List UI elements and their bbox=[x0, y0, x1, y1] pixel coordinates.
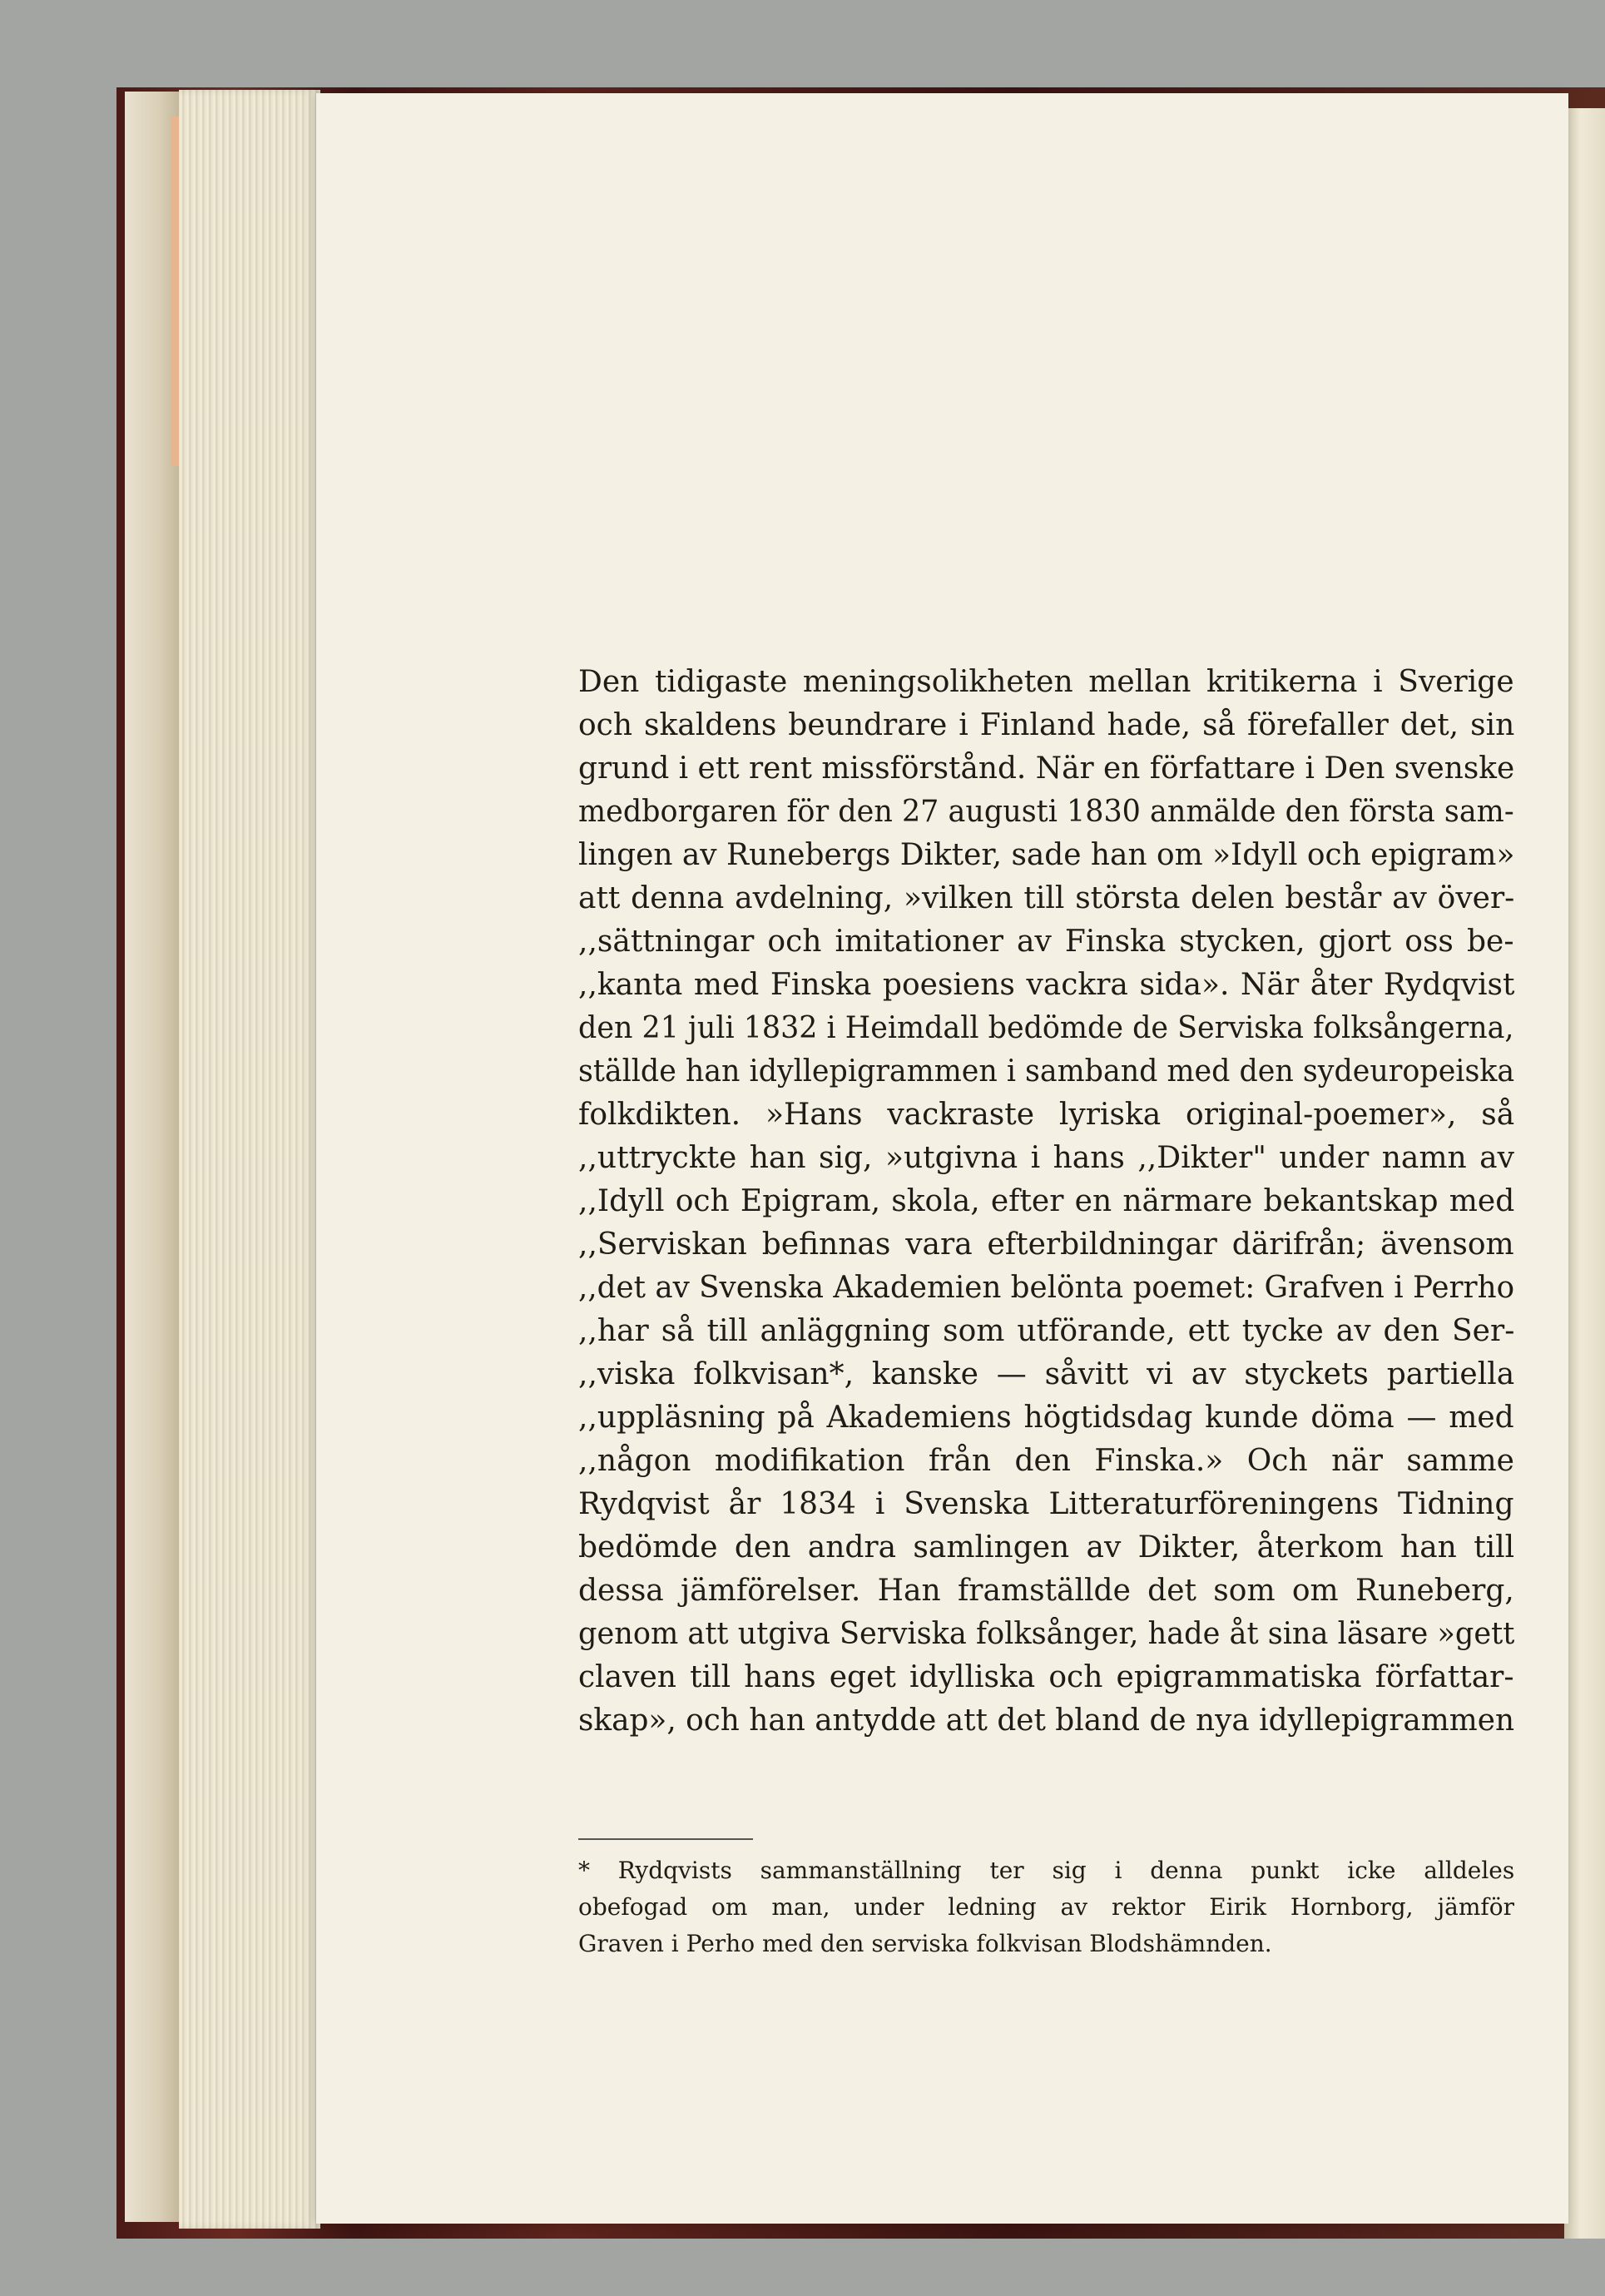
body-text bbox=[578, 661, 1605, 1743]
text-line: bedömde den andra samlingen av Dikter, återkom han till bbox=[578, 1530, 1515, 1565]
text-line: dessa jämförelser. Han framställde det som om Runeberg, bbox=[578, 1574, 1514, 1608]
footnote-line: * Rydqvists sammanställning ter sig i denna punkt icke alldeles bbox=[578, 1857, 1515, 1884]
text-line: Den tidigaste meningsolikheten mellan kritikerna i Sverige bbox=[578, 665, 1514, 699]
book-page bbox=[316, 93, 1568, 2224]
text-line: ,,Serviskan befinnas vara efterbildningar därifrån; ävensom bbox=[578, 1227, 1514, 1262]
text-line: ,,Idyll och Epigram, skola, efter en närmare bekantskap med bbox=[578, 1184, 1515, 1218]
text-line: den 21 juli 1832 i Heimdall bedömde de Serviska folksångerna, bbox=[578, 1011, 1514, 1045]
text-line: ,,uttryckte han sig, »utgivna i hans ,,Dikter" under namn av bbox=[578, 1141, 1514, 1175]
footnote-line: Graven i Perho med den serviska folkvisan Blodshämnden. bbox=[578, 1930, 1272, 1957]
text-line: ställde han idyllepigrammen i samband med den sydeuropeiska bbox=[578, 1054, 1515, 1088]
text-line: ,,sättningar och imitationer av Finska stycken, gjort oss be- bbox=[578, 925, 1514, 959]
text-line: grund i ett rent missförstånd. När en författare i Den svenske bbox=[578, 751, 1515, 786]
text-line: och skaldens beundrare i Finland hade, så förefaller det, sin bbox=[578, 708, 1515, 742]
text-line: ,,någon modifikation från den Finska.» Och när samme bbox=[578, 1444, 1514, 1478]
text-line: ,,kanta med Finska poesiens vackra sida». När åter Rydqvist bbox=[578, 968, 1515, 1002]
text-line: genom att utgiva Serviska folksånger, hade åt sina läsare »gett bbox=[578, 1617, 1515, 1651]
text-line: claven till hans eget idylliska och epigrammatiska författar- bbox=[578, 1660, 1514, 1694]
page-edges bbox=[179, 90, 320, 2229]
text-line: ,,uppläsning på Akademiens högtidsdag kunde döma — med bbox=[578, 1401, 1514, 1435]
footnote bbox=[578, 1852, 1514, 1962]
footnote-rule bbox=[578, 1838, 753, 1840]
text-line: skap», och han antydde att det bland de nya idyllepigrammen bbox=[578, 1703, 1515, 1738]
text-line: medborgaren för den 27 augusti 1830 anmälde den första sam- bbox=[578, 795, 1514, 829]
text-line: ,,det av Svenska Akademien belönta poemet: Grafven i Perrho bbox=[578, 1271, 1515, 1305]
text-line: ,,viska folkvisan*, kanske — såvitt vi av styckets partiella bbox=[578, 1357, 1515, 1391]
footnote-line: obefogad om man, under ledning av rektor Eirik Hornborg, jämför bbox=[578, 1893, 1514, 1921]
text-line: ,,har så till anläggning som utförande, ett tycke av den Ser- bbox=[578, 1314, 1515, 1348]
text-line: att denna avdelning, »vilken till största delen består av över- bbox=[578, 881, 1515, 915]
text-line: lingen av Runebergs Dikter, sade han om »Idyll och epigram» bbox=[578, 838, 1515, 872]
text-line: folkdikten. »Hans vackraste lyriska original-poemer», så bbox=[578, 1098, 1515, 1132]
text-line: Rydqvist år 1834 i Svenska Litteraturföreningens Tidning bbox=[578, 1487, 1514, 1521]
